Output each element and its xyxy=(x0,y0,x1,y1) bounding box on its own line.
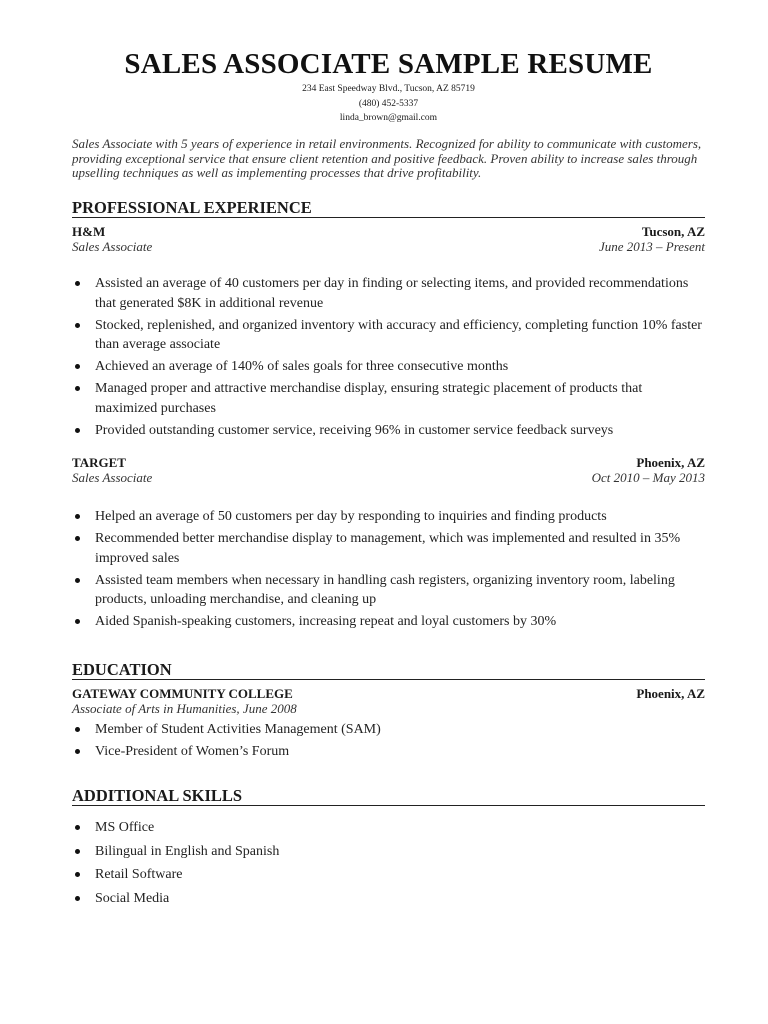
list-item: Stocked, replenished, and organized inventory with accuracy and efficiency, completing function 10% faster than average associate xyxy=(72,316,705,355)
job-hm xyxy=(72,224,705,440)
list-item: Helped an average of 50 customers per day by responding to inquiries and finding products xyxy=(72,507,705,527)
list-item: Member of Student Activities Management (SAM) xyxy=(72,720,705,740)
list-item: Achieved an average of 140% of sales goals for three consecutive months xyxy=(72,357,705,377)
list-item: Vice-President of Women’s Forum xyxy=(72,742,705,762)
location: Phoenix, AZ xyxy=(636,686,705,701)
email: linda_brown@gmail.com xyxy=(339,113,438,123)
list-item: Assisted team members when necessary in handling cash registers, organizing inventory room, labeling products, unloading merchandise, and cleaning up xyxy=(72,571,705,610)
role: Sales Associate xyxy=(72,470,153,485)
list-item: Provided outstanding customer service, receiving 96% in customer service feedback surveys xyxy=(72,421,705,441)
section-heading: EDUCATION xyxy=(72,661,705,680)
experience-section xyxy=(72,199,705,443)
phone: (480) 452-5337 xyxy=(358,98,419,109)
section-heading: ADDITIONAL SKILLS xyxy=(72,787,705,806)
list-item: Recommended better merchandise display to management, which was implemented and resulted in 35% improved sales xyxy=(72,529,705,568)
location: Tucson, AZ xyxy=(641,224,705,239)
contact-info xyxy=(72,82,705,126)
degree: Associate of Arts in Humanities, June 2008 xyxy=(72,701,297,716)
summary: Sales Associate with 5 years of experience in retail environments. Recognized for ability to communicate with customers, providing exceptional service that ensure client retention and positive feedback. Proven ability to increase sales through upselling techniques as well as implementing processes that drive profitability. xyxy=(72,136,702,181)
skills-section xyxy=(72,787,705,912)
section-heading: PROFESSIONAL EXPERIENCE xyxy=(72,199,705,218)
education-section xyxy=(72,661,705,764)
list-item: Social Media xyxy=(72,889,705,909)
list-item: Bilingual in English and Spanish xyxy=(72,842,705,862)
list-item: Assisted an average of 40 customers per day in finding or selecting items, and provided recommendations that generated $8K in additional revenue xyxy=(72,274,705,313)
role: Sales Associate xyxy=(72,239,153,254)
list-item: Managed proper and attractive merchandise display, ensuring strategic placement of products that maximized purchases xyxy=(72,379,705,418)
list-item: Aided Spanish-speaking customers, increasing repeat and loyal customers by 30% xyxy=(72,612,705,632)
company: TARGET xyxy=(72,455,126,470)
address: 234 East Speedway Blvd., Tucson, AZ 85719 xyxy=(302,84,475,94)
company: H&M xyxy=(72,224,106,239)
job-target xyxy=(72,455,705,634)
location: Phoenix, AZ xyxy=(636,455,705,470)
resume-title: SALES ASSOCIATE SAMPLE RESUME xyxy=(124,48,653,80)
dates: Oct 2010 – May 2013 xyxy=(591,470,705,485)
list-item: MS Office xyxy=(72,818,705,838)
dates: June 2013 – Present xyxy=(598,239,705,254)
school: GATEWAY COMMUNITY COLLEGE xyxy=(72,686,293,701)
list-item: Retail Software xyxy=(72,865,705,885)
